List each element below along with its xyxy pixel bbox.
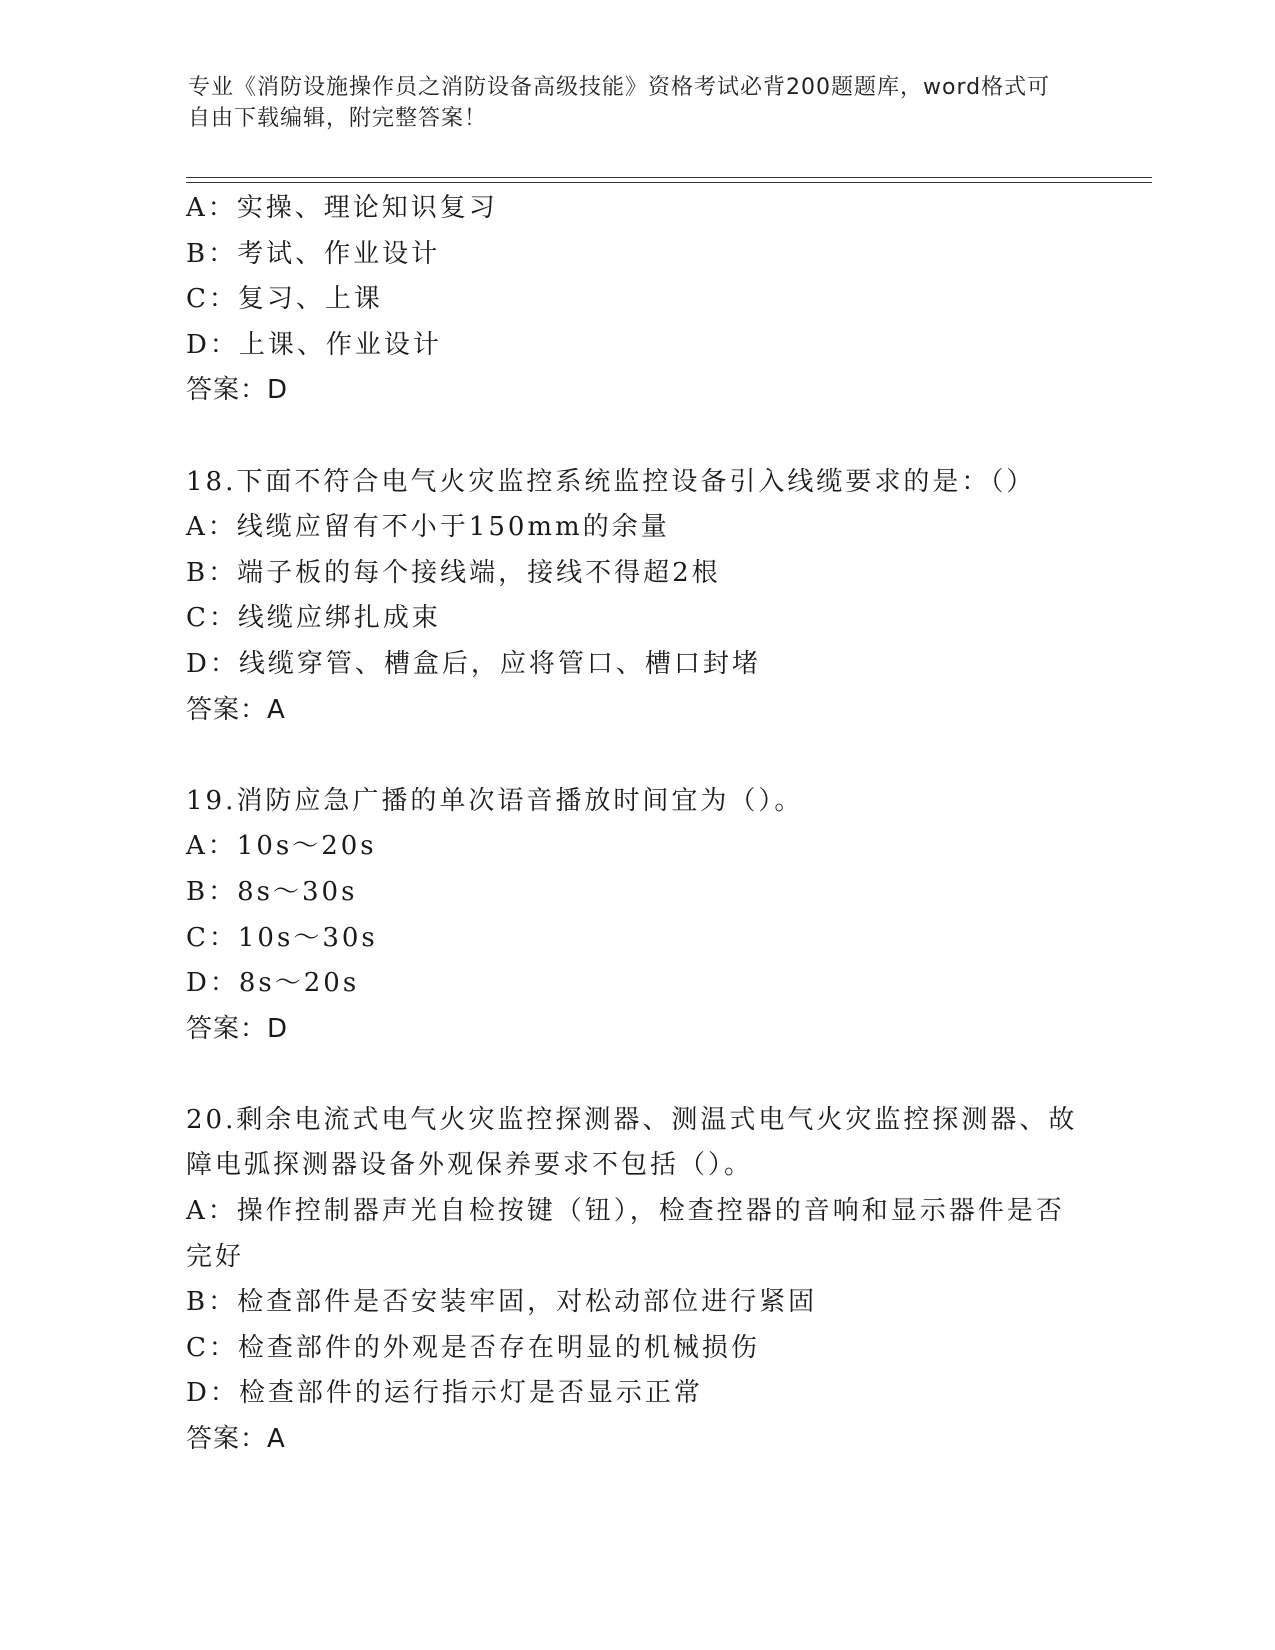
- spacer: [186, 733, 1086, 779]
- option-c: C：检查部件的外观是否存在明显的机械损伤: [186, 1332, 760, 1363]
- option-a: A：10s～20s: [186, 831, 377, 862]
- header-rule-top: [186, 177, 1152, 178]
- option-c: C：10s～30s: [186, 922, 378, 953]
- option-a: A：操作控制器声光自检按键（钮），检查控器的音响和显示器件是否完好: [186, 1196, 1065, 1272]
- option-b: B：考试、作业设计: [186, 238, 441, 269]
- option-b: B：8s～30s: [186, 876, 358, 907]
- question-20: [186, 1098, 1086, 1463]
- question-17: [186, 186, 1086, 414]
- option-d: D：上课、作业设计: [186, 329, 442, 360]
- option-a: A：线缆应留有不小于150mm的余量: [186, 512, 670, 543]
- option-c: C：线缆应绑扎成束: [186, 603, 441, 634]
- option-c: C：复习、上课: [186, 284, 383, 315]
- answer: 答案：A: [186, 694, 286, 725]
- document-header: 专业《消防设施操作员之消防设备高级技能》资格考试必背200题题库，word格式可自由下载编辑，附完整答案！: [188, 75, 1051, 131]
- question-text: 20.剩余电流式电气火灾监控探测器、测温式电气火灾监控探测器、故障电弧探测器设备外观保养要求不包括（）。: [186, 1104, 1078, 1181]
- option-b: B：检查部件是否安装牢固，对松动部位进行紧固: [186, 1287, 818, 1318]
- option-d: D：检查部件的运行指示灯是否显示正常: [186, 1378, 703, 1409]
- question-text: 19.消防应急广播的单次语音播放时间宜为（）。: [186, 785, 804, 816]
- question-list: [186, 186, 1086, 1463]
- answer: 答案：D: [186, 375, 289, 406]
- question-18: [186, 460, 1086, 734]
- option-a: A：实操、理论知识复习: [186, 193, 498, 223]
- answer: 答案：D: [186, 1013, 289, 1044]
- answer: 答案：A: [186, 1424, 286, 1455]
- option-d: D：线缆穿管、槽盒后，应将管口、槽口封堵: [186, 648, 761, 679]
- header-rule-bottom: [186, 182, 1152, 183]
- spacer: [186, 1052, 1086, 1098]
- question-text: 18.下面不符合电气火灾监控系统监控设备引入线缆要求的是：（）: [186, 466, 1036, 497]
- spacer: [186, 414, 1086, 460]
- option-b: B：端子板的每个接线端，接线不得超2根: [186, 557, 721, 588]
- question-19: [186, 779, 1086, 1053]
- option-d: D：8s～20s: [186, 968, 360, 999]
